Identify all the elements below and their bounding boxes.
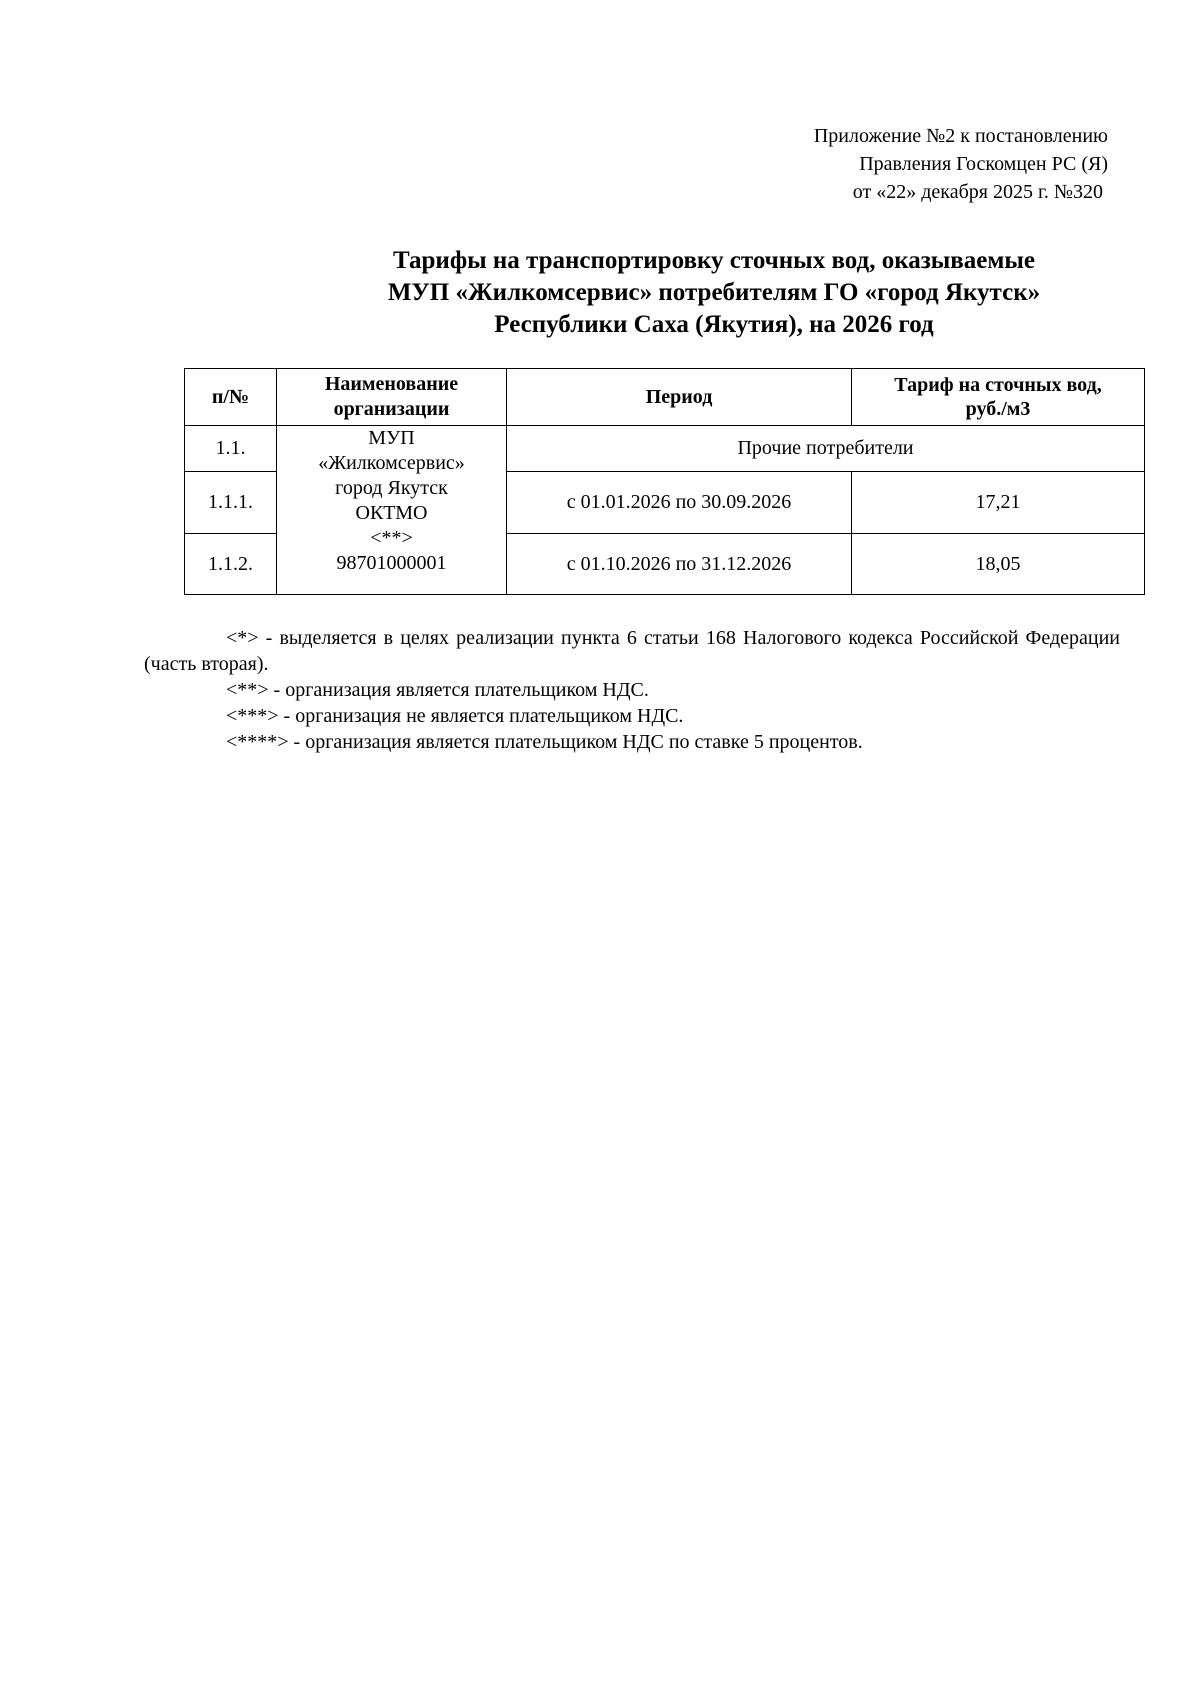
header-tariff-line-1: Тариф на сточных вод,: [894, 374, 1102, 396]
header-number: п/№: [185, 369, 277, 426]
header-period: Период: [507, 369, 852, 426]
organization-line-5: <**>: [370, 527, 413, 549]
title-line-1: Тарифы на транспортировку сточных вод, оказываемые: [392, 247, 1036, 274]
organization-line-3: город Якутск: [335, 477, 448, 499]
organization-line-1: МУП: [368, 427, 415, 449]
appendix-reference: [608, 122, 1108, 206]
organization-line-6: 98701000001: [336, 552, 447, 574]
header-tariff-line-2: руб./м3: [965, 398, 1031, 420]
tariff-table: [184, 368, 1145, 595]
appendix-line-2: Правления Госкомцен РС (Я): [859, 153, 1108, 175]
row-tariff: 17,21: [852, 472, 1145, 534]
footnote-3: <***> - организация не является плательщиком НДС.: [226, 705, 684, 727]
row-tariff: 18,05: [852, 534, 1145, 595]
row-period: с 01.10.2026 по 31.12.2026: [507, 534, 852, 595]
header-organization-line-2: организации: [333, 398, 450, 420]
row-period: с 01.01.2026 по 30.09.2026: [507, 472, 852, 534]
row-number: 1.1.2.: [185, 534, 277, 595]
title-line-2: МУП «Жилкомсервис» потребителям ГО «город Якутск»: [387, 279, 1041, 306]
appendix-line-3: от «22» декабря 2025 г. №320: [852, 181, 1103, 203]
footnote-2: <**> - организация является плательщиком НДС.: [226, 679, 649, 701]
header-organization: [277, 369, 507, 426]
document-title: [214, 245, 1200, 341]
organization-cell: [277, 426, 507, 595]
footnotes: [144, 625, 1120, 755]
row-number: 1.1.: [185, 426, 277, 472]
title-line-3: Республики Саха (Якутия), на 2026 год: [494, 311, 934, 338]
organization-line-2: «Жилкомсервис»: [318, 452, 465, 474]
footnote-1: <*> - выделяется в целях реализации пункта 6 статьи 168 Налогового кодекса Российской Федерации (часть вторая).: [144, 627, 1120, 675]
organization-line-4: ОКТМО: [355, 502, 428, 524]
footnote-4: <****> - организация является плательщиком НДС по ставке 5 процентов.: [226, 731, 863, 753]
consumer-group-label: Прочие потребители: [507, 426, 1145, 472]
table-row: [185, 426, 1145, 472]
header-organization-line-1: Наименование: [324, 373, 459, 395]
table-header-row: [185, 369, 1145, 426]
header-tariff: [852, 369, 1145, 426]
row-number: 1.1.1.: [185, 472, 277, 534]
appendix-line-1: Приложение №2 к постановлению: [813, 125, 1108, 147]
